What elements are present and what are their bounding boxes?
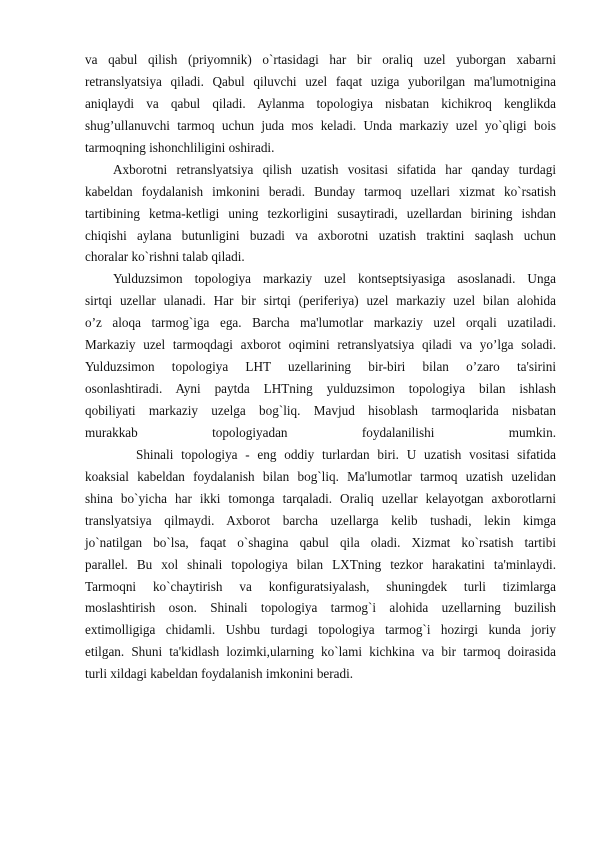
text-line: tartibining ketma-ketligi uning tezkorligini susaytiradi, uzellardan birining ishdan	[85, 205, 556, 221]
text-line: osonlashtiradi. Ayni paytda LHTning yulduzsimon topologiya bilan ishlash	[85, 381, 556, 397]
text-line: Axborotni retranslyatsiya qilish uzatish vositasi sifatida har qanday turdagi	[113, 161, 556, 177]
text-line: shug’ullanuvchi tarmoq uchun juda mos keladi. Unda markaziy uzel yo`qligi bois	[85, 117, 556, 133]
text-line: qobiliyati markaziy uzelga bog`liq. Mavjud hisoblash tarmoqlarida nisbatan	[85, 403, 556, 418]
text-line: murakkab topologiyadan foydalanilishi mumkin.	[85, 424, 556, 440]
text-line: Yulduzsimon topologiya LHT uzellarining bir-biri bilan o’zaro ta'sirini	[85, 359, 556, 375]
text-line: tarmoqning ishonchliligini oshiradi.	[85, 139, 275, 155]
text-line: extimolligiga chidamli. Ushbu turdagi topologiya tarmog`i hozirgi kunda joriy	[85, 622, 556, 638]
text-line: choralar ko`rishni talab qiladi.	[85, 249, 245, 265]
text-line: va qabul qilish (priyomnik) o`rtasidagi har bir oraliq uzel yuborgan xabarni	[85, 52, 556, 67]
text-line: etilgan. Shuni ta'kidlash lozimki,ularning ko`lami kichkina va bir tarmoq doirasida	[85, 644, 556, 660]
text-line: Markaziy uzel tarmoqdagi axborot oqimini retranslyatsiya qiladi va yo’lga soladi.	[85, 337, 556, 353]
text-line: koaksial kabeldan foydalanish bilan bog`liq. Ma'lumotlar tarmoq uzatish uzelidan	[85, 468, 556, 484]
text-line: aniqlaydi va qabul qiladi. Aylanma topologiya nisbatan kichikroq kenglikda	[85, 95, 556, 111]
text-line: moslashtirish oson. Shinali topologiya tarmog`i alohida uzellarning buzilish	[85, 600, 556, 616]
text-line: translyatsiya qilmaydi. Axborot barcha uzellarga kelib tushadi, lekin kimga	[85, 512, 556, 528]
text-line: sirtqi uzellar ulanadi. Har bir sirtqi (periferiya) uzel markaziy uzel bilan alohida	[85, 293, 556, 309]
text-line: chiqishi aylana butunligini buzadi va axborotni uzatish traktini saqlash uchun	[85, 227, 556, 243]
text-line: Tarmoqni ko`chaytirish va konfiguratsiyalash, shuningdek turli tizimlarga	[85, 578, 556, 594]
text-line: Shinali topologiya - eng oddiy turlardan biri. U uzatish vositasi sifatida	[136, 446, 556, 462]
text-line: turli xildagi kabeldan foydalanish imkonini beradi.	[85, 666, 354, 682]
text-line: kabeldan foydalanish imkonini beradi. Bunday tarmoq uzellari xizmat ko`rsatish	[85, 183, 556, 199]
text-line: jo`natilgan bo`lsa, faqat o`shagina qabul qila oladi. Xizmat ko`rsatish tartibi	[85, 534, 556, 550]
text-line: Yulduzsimon topologiya markaziy uzel kontseptsiyasiga asoslanadi. Unga	[113, 271, 556, 287]
text-line: retranslyatsiya qiladi. Qabul qiluvchi uzel faqat uziga yuborilgan ma'lumotnigina	[85, 73, 556, 89]
body-text	[85, 49, 556, 685]
text-line: shina bo`yicha har ikki tomonga tarqaladi. Oraliq uzellar kelayotgan axborotlarni	[85, 490, 556, 506]
text-line: o’z aloqa tarmog`iga ega. Barcha ma'lumotlar markaziy uzel orqali uzatiladi.	[85, 315, 556, 331]
text-line: parallel. Bu xol shinali topologiya bilan LXTning tezkor harakatini ta'minlaydi.	[85, 556, 556, 572]
